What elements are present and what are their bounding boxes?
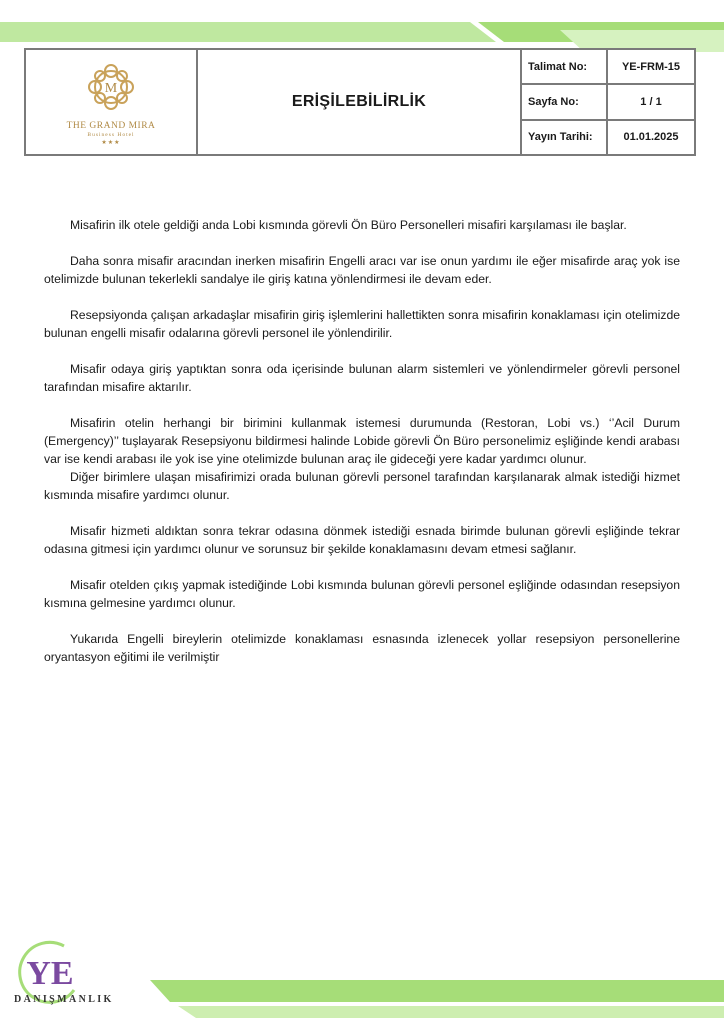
paragraph: Misafir odaya giriş yaptıktan sonra oda içerisinde bulunan alarm sistemleri ve yönlendirmeler görevli personel tarafından misafire aktarılır. bbox=[44, 362, 680, 394]
hotel-subtitle: Business Hotel bbox=[87, 131, 135, 138]
hotel-emblem-icon bbox=[79, 59, 143, 119]
instruction-no-value: YE-FRM-15 bbox=[621, 60, 681, 73]
paragraph: Misafir hizmeti aldıktan sonra tekrar odasına dönmek istediği esnada birimde bulunan görevli eşliğinde tekrar odasına gitmesi için yardımcı olunur ve sorunsuz bir şekilde konaklamasını devam etmesi sağlanır. bbox=[44, 524, 680, 556]
document-title: ERİŞİLEBİLİRLİK bbox=[291, 93, 427, 110]
publish-date-value: 01.01.2025 bbox=[623, 131, 679, 144]
publish-date-label: Yayın Tarihi: bbox=[522, 121, 608, 154]
page-no-value: 1 / 1 bbox=[640, 95, 662, 108]
document-meta bbox=[522, 50, 694, 154]
document-body bbox=[44, 216, 680, 684]
paragraph: Misafirin ilk otele geldiği anda Lobi kısmında görevli Ön Büro Personelleri misafiri karşılaması ile başlar. bbox=[70, 218, 627, 232]
hotel-stars: ★★★ bbox=[101, 139, 121, 146]
page-no-label: Sayfa No: bbox=[522, 85, 608, 118]
consulting-brand-text: DANIŞMANLIK bbox=[14, 994, 114, 1005]
paragraph: Diğer birimlere ulaşan misafirimizi orada bulunan görevli personel tarafından karşılanarak almak istediği hizmet kısmında misafire yardımcı olunur. bbox=[44, 470, 680, 502]
paragraph: Misafir otelden çıkış yapmak istediğinde Lobi kısmında bulunan görevli personel eşliğinde odasından resepsiyon kısmına gelmesine yardımcı olunur. bbox=[44, 578, 680, 610]
document-header bbox=[24, 48, 696, 156]
paragraph: Daha sonra misafir aracından inerken misafirin Engelli aracı var ise onun yardımı ile eğer misafirde araç yok ise otelimizde bulunan tekerlekli sandalye ile giriş katına yönlendirmesi ile devam eder. bbox=[44, 254, 680, 286]
paragraph: Yukarıda Engelli bireylerin otelimizde konaklaması esnasında izlenecek yollar resepsiyon personellerine oryantasyon eğitimi ile verilmiştir bbox=[44, 632, 680, 664]
brand-initials: YE bbox=[26, 955, 74, 992]
paragraph: Misafirin otelin herhangi bir birimini kullanmak istemesi durumunda (Restoran, Lobi vs.) ‘’Acil Durum (Emergency)’’ tuşlayarak Resepsiyonu bildirmesi halinde Lobide görevli Ön Büro personelimiz eşliğinde kendi arabası var ise kendi arabası ile yok ise yine otelimizde bulunan araç ile gideceği yere kadar yardımcı olunur. bbox=[44, 416, 680, 466]
instruction-no-label: Talimat No: bbox=[522, 50, 608, 83]
hotel-logo bbox=[26, 50, 198, 154]
svg-text:M: M bbox=[104, 80, 118, 96]
hotel-name: THE GRAND MIRA bbox=[66, 120, 156, 131]
paragraph: Resepsiyonda çalışan arkadaşlar misafirin giriş işlemlerini hallettikten sonra misafirin konaklaması için otelimizde bulunan engelli misafir odalarına görevli personel ile yönlendirilir. bbox=[44, 308, 680, 340]
